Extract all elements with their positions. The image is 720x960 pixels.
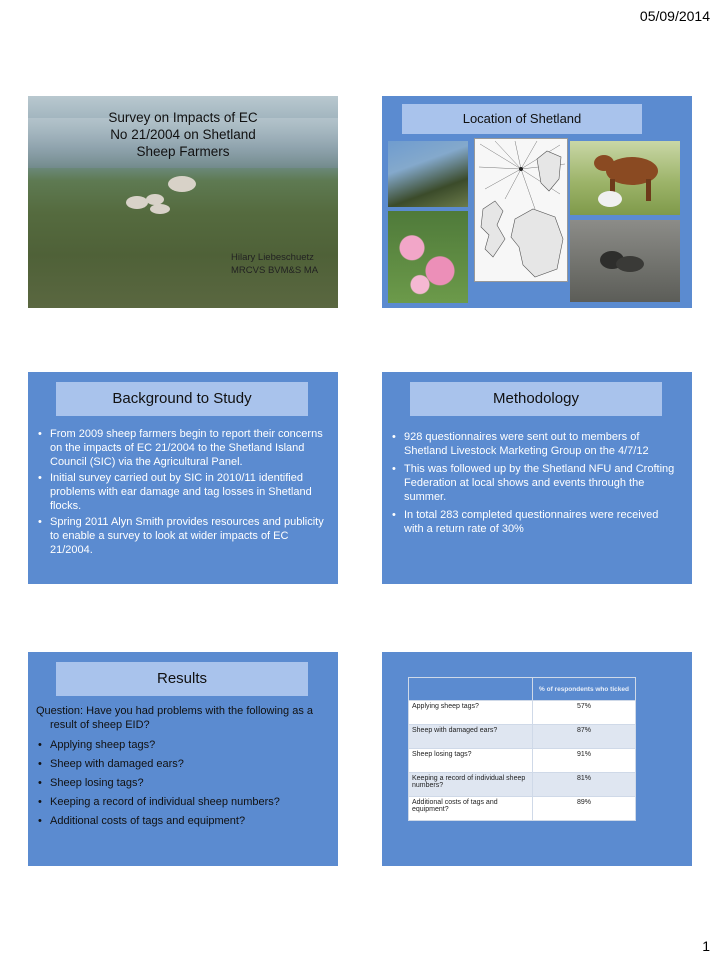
result-item: • Additional costs of tags and equipment? [36, 814, 326, 828]
methodology-bullets [390, 430, 680, 540]
table-row [409, 773, 636, 797]
slide-results-table [382, 652, 692, 866]
result-item: • Applying sheep tags? [36, 738, 326, 752]
survey-question [36, 704, 326, 732]
table-row [409, 749, 636, 773]
bullet-item: • This was followed up by the Shetland NFU and Crofting Federation at local shows and events through the summer. [390, 462, 680, 504]
seal-photo [570, 220, 680, 302]
bullet-item: • Initial survey carried out by SIC in 2010/11 identified problems with ear damage and tag losses in Shetland flocks. [36, 471, 326, 513]
slide-background [28, 372, 338, 584]
row-label: Sheep losing tags? [409, 749, 533, 773]
row-label: Applying sheep tags? [409, 701, 533, 725]
slide-heading: Methodology [410, 382, 662, 416]
table-row [409, 797, 636, 821]
sea-pink-flowers-photo [388, 211, 468, 303]
results-table [408, 677, 636, 821]
slide-title [28, 96, 338, 308]
bullet-item: • Spring 2011 Alyn Smith provides resources and publicity to enable a survey to look at wider impacts of EC 21/2004. [36, 515, 326, 557]
background-bullets [36, 427, 326, 559]
table-header-percent: % of respondents who ticked [533, 678, 636, 701]
row-value: 57% [533, 701, 636, 725]
puffin-photo [388, 141, 468, 207]
slide-heading: Background to Study [56, 382, 308, 416]
row-value: 87% [533, 725, 636, 749]
table-header-blank [409, 678, 533, 701]
bullet-item: • 928 questionnaires were sent out to members of Shetland Livestock Marketing Group on the 4/7/12 [390, 430, 680, 458]
row-value: 89% [533, 797, 636, 821]
slide-location [382, 96, 692, 308]
bullet-item: • From 2009 sheep farmers begin to report their concerns on the impacts of EC 21/2004 to the Shetland Island Council (SIC) via the Agricultural Panel. [36, 427, 326, 469]
result-item: • Sheep with damaged ears? [36, 757, 326, 771]
row-label: Sheep with damaged ears? [409, 725, 533, 749]
slide-methodology [382, 372, 692, 584]
bullet-item: • In total 283 completed questionnaires were received with a return rate of 30% [390, 508, 680, 536]
author-name: Hilary Liebeschuetz [231, 252, 314, 263]
print-date: 05/09/2014 [639, 8, 710, 24]
row-value: 91% [533, 749, 636, 773]
table-row [409, 701, 636, 725]
result-item: • Keeping a record of individual sheep numbers? [36, 795, 326, 809]
slide-heading: Location of Shetland [402, 104, 642, 134]
author-credentials: MRCVS BVM&S MA [231, 265, 319, 276]
page-number: 1 [702, 938, 710, 954]
presentation-title: Survey on Impacts of EC No 21/2004 on Shetland Sheep Farmers [108, 110, 258, 159]
table-row [409, 725, 636, 749]
author-block [231, 251, 318, 277]
row-label: Additional costs of tags and equipment? [409, 797, 533, 821]
shetland-location-map [474, 138, 568, 282]
question-items [36, 738, 326, 833]
slide-results [28, 652, 338, 866]
result-item: • Sheep losing tags? [36, 776, 326, 790]
slide-heading: Results [56, 662, 308, 696]
question-text: Question: Have you had problems with the following as a result of sheep EID? [36, 705, 313, 731]
row-value: 81% [533, 773, 636, 797]
shetland-pony-photo [570, 141, 680, 215]
row-label: Keeping a record of individual sheep numbers? [409, 773, 533, 797]
